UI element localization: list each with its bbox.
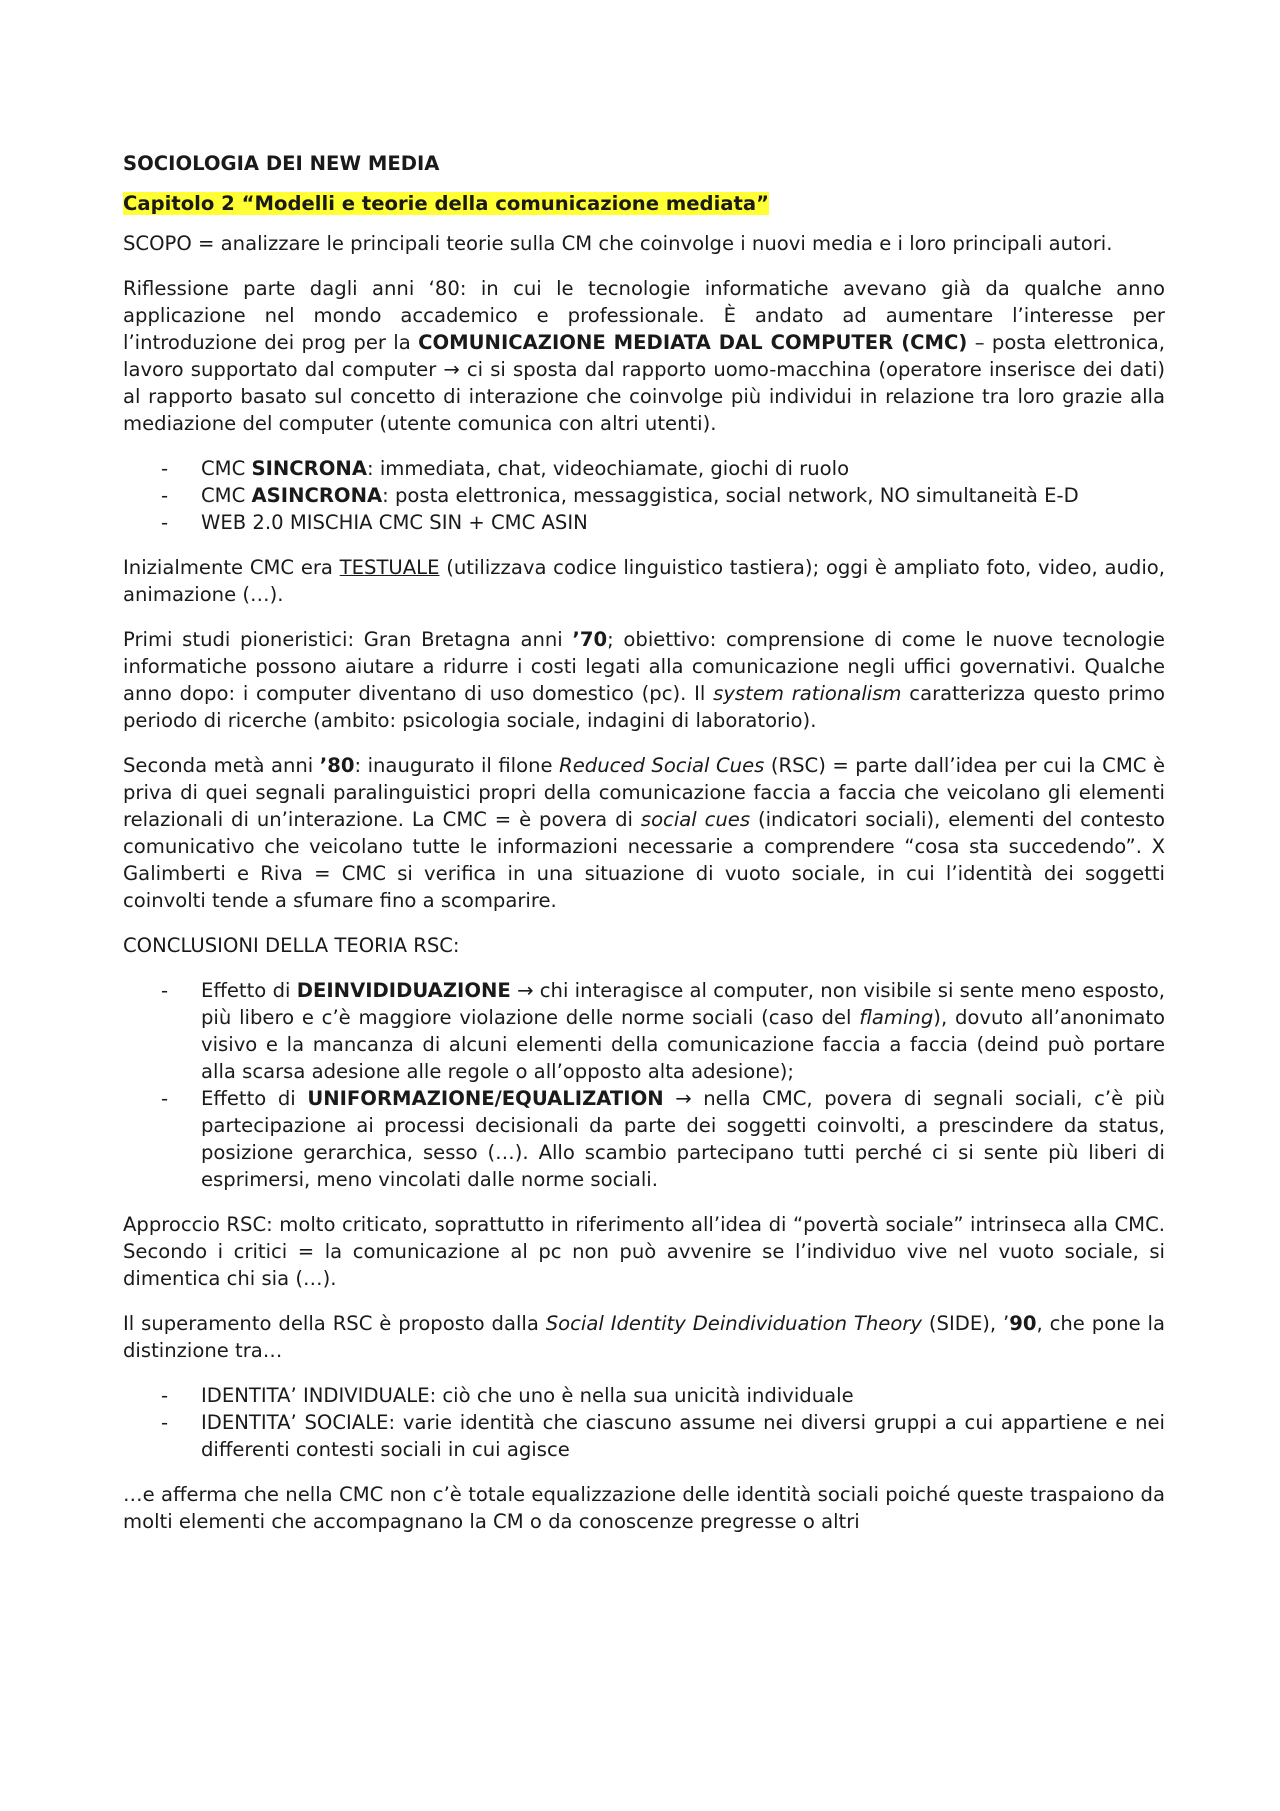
text: Primi studi pioneristici: Gran Bretagna anni bbox=[123, 628, 573, 651]
text: ci si sposta dal rapporto uomo-macchina (operatore inserisce dei dati) al rapporto basato sul concetto di interazione che coinvolge più individui in relazione tra loro grazie alla mediazione del computer (utente comunica con altri utenti). bbox=[123, 358, 1165, 435]
text: Riflessione parte dagli anni ‘80: in cui le tecnologie informatiche avevano già da qualche anno applicazione nel mondo accademico e professionale. È andato ad aumentare l’interesse per l’introduzione dei prog per la bbox=[123, 277, 1165, 354]
paragraph-early-studies bbox=[123, 626, 1165, 734]
italic-term: Social Identity Deindividuation Theory bbox=[545, 1312, 922, 1335]
text: – posta elettronica, lavoro supportato dal computer bbox=[123, 331, 1165, 381]
text: Inizialmente CMC era bbox=[123, 556, 340, 579]
arrow-icon: → bbox=[675, 1087, 692, 1110]
dash-bullet: - bbox=[161, 457, 169, 480]
scope-paragraph: SCOPO = analizzare le principali teorie sulla CM che coinvolge i nuovi media e i loro principali autori. bbox=[123, 232, 1113, 255]
text: : immediata, chat, videochiamate, giochi di ruolo bbox=[367, 457, 850, 480]
paragraph-cmc-intro bbox=[123, 275, 1165, 437]
text: (utilizzava codice linguistico tastiera); oggi è ampliato foto, video, audio, animazione (…). bbox=[123, 556, 1166, 606]
year: ’80 bbox=[319, 754, 355, 777]
cmc-types-list bbox=[123, 455, 1165, 536]
text: nella CMC, povera di segnali sociali, c’è più partecipazione ai processi decisionali da parte dei soggetti coinvolti, a prescindere da status, posizione gerarchica, sesso (…). Allo scambio partecipano tutti perché ci si sente più liberi di esprimersi, meno vincolati dalle norme sociali. bbox=[201, 1087, 1165, 1191]
rsc-effects-list bbox=[123, 977, 1165, 1193]
chapter-heading-wrap bbox=[123, 190, 1165, 217]
italic-term: Reduced Social Cues bbox=[559, 754, 765, 777]
text: IDENTITA’ SOCIALE: varie identità che ciascuno assume nei diversi gruppi a cui appartiene e nei differenti contesti sociali in cui agisce bbox=[201, 1411, 1165, 1461]
text: CMC bbox=[201, 484, 252, 507]
conclusions-heading: CONCLUSIONI DELLA TEORIA RSC: bbox=[123, 934, 460, 957]
paragraph-textual bbox=[123, 554, 1165, 608]
list-item bbox=[123, 509, 1165, 536]
paragraph-side bbox=[123, 1310, 1165, 1364]
text: ), dovuto all’anonimato visivo e la mancanza di alcuni elementi della comunicazione faccia a faccia (deind può portare alla scarsa adesione alle regole o all’opposto alta adesione); bbox=[201, 1006, 1165, 1083]
text: Effetto di bbox=[201, 1087, 308, 1110]
text: (SIDE), ’ bbox=[922, 1312, 1010, 1335]
dash-bullet: - bbox=[161, 484, 169, 507]
text: caratterizza questo primo periodo di ricerche (ambito: psicologia sociale, indagini di laboratorio). bbox=[123, 682, 1165, 732]
text: (RSC) = parte dall’idea per cui la CMC è priva di quei segnali paralinguistici propri della comunicazione faccia a faccia che veicolano gli elementi relazionali di un’interazione. La CMC = è povera di bbox=[123, 754, 1165, 831]
paragraph-side-conclusion: …e afferma che nella CMC non c’è totale equalizzazione delle identità sociali poiché queste traspaiono da molti elementi che accompagnano la CM o da conoscenze pregresse o altri bbox=[123, 1483, 1165, 1533]
arrow-icon: → bbox=[443, 358, 460, 381]
text: , che pone la distinzione tra… bbox=[123, 1312, 1165, 1362]
text: ; obiettivo: comprensione di come le nuove tecnologie informatiche possono aiutare a ridurre i costi legati alla comunicazione negli uffici governativi. Qualche anno dopo: i computer diventano di uso domestico (pc). Il bbox=[123, 628, 1165, 705]
cmc-term: COMUNICAZIONE MEDIATA DAL COMPUTER (CMC) bbox=[418, 331, 968, 354]
paragraph-rsc-criticism: Approccio RSC: molto criticato, soprattutto in riferimento all’idea di “povertà sociale” intrinseca alla CMC. Secondo i critici = la comunicazione al pc non può avvenire se l’individuo vive nel vuoto sociale, si dimentica chi sia (…). bbox=[123, 1213, 1165, 1290]
italic-term: flaming bbox=[859, 1006, 934, 1029]
list-item bbox=[123, 1382, 1165, 1409]
list-item bbox=[123, 1085, 1165, 1193]
term: SINCRONA bbox=[251, 457, 367, 480]
text: WEB 2.0 MISCHIA CMC SIN + CMC ASIN bbox=[201, 511, 588, 534]
list-item bbox=[123, 482, 1165, 509]
text: Effetto di bbox=[201, 979, 297, 1002]
text: IDENTITA’ INDIVIDUALE: ciò che uno è nella sua unicità individuale bbox=[201, 1384, 854, 1407]
text: (indicatori sociali), elementi del contesto comunicativo che veicolano tutte le informazioni necessarie a comprendere “cosa sta succedendo”. X Galimberti e Riva = CMC si verifica in una situazione di vuoto sociale, in cui l’identità dei soggetti coinvolti tende a sfumare fino a scomparire. bbox=[123, 808, 1165, 912]
paragraph-rsc bbox=[123, 752, 1165, 914]
text: CMC bbox=[201, 457, 252, 480]
italic-term: social cues bbox=[640, 808, 751, 831]
document-title: SOCIOLOGIA DEI NEW MEDIA bbox=[123, 152, 440, 175]
text: chi interagisce al computer, non visibile si sente meno esposto, più libero e c’è maggiore violazione delle norme sociali (caso del bbox=[201, 979, 1166, 1029]
document-page bbox=[123, 150, 1165, 1553]
dash-bullet: - bbox=[161, 1087, 169, 1110]
underlined-term: TESTUALE bbox=[339, 556, 440, 579]
text: Il superamento della RSC è proposto dalla bbox=[123, 1312, 546, 1335]
text: Seconda metà anni bbox=[123, 754, 320, 777]
term: UNIFORMAZIONE/EQUALIZATION bbox=[307, 1087, 664, 1110]
term: DEINVIDIDUAZIONE bbox=[296, 979, 511, 1002]
list-item bbox=[123, 977, 1165, 1085]
dash-bullet: - bbox=[161, 1384, 169, 1407]
arrow-icon: → bbox=[517, 979, 534, 1002]
list-item bbox=[123, 1409, 1165, 1463]
year: 90 bbox=[1009, 1312, 1037, 1335]
dash-bullet: - bbox=[161, 511, 169, 534]
dash-bullet: - bbox=[161, 1411, 169, 1434]
text: : inaugurato il filone bbox=[354, 754, 560, 777]
italic-term: system rationalism bbox=[713, 682, 902, 705]
dash-bullet: - bbox=[161, 979, 169, 1002]
term: ASINCRONA bbox=[251, 484, 383, 507]
chapter-heading: Capitolo 2 “Modelli e teorie della comunicazione mediata” bbox=[123, 192, 769, 215]
list-item bbox=[123, 455, 1165, 482]
text: : posta elettronica, messaggistica, social network, NO simultaneità E-D bbox=[382, 484, 1079, 507]
year: ’70 bbox=[572, 628, 608, 651]
identity-list bbox=[123, 1382, 1165, 1463]
